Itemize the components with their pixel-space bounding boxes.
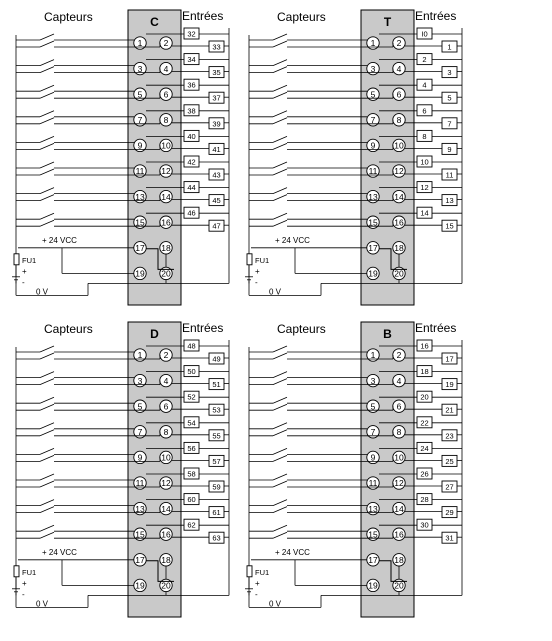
input-label: 45 <box>212 196 221 206</box>
sensor-switch <box>40 532 54 538</box>
sensor-switch <box>40 500 54 506</box>
input-label: 24 <box>420 443 429 453</box>
input-label: 17 <box>445 354 454 364</box>
terminal-label: 5 <box>370 401 376 412</box>
sensors-label: Capteurs <box>277 322 326 336</box>
terminal-label: 18 <box>394 243 404 253</box>
sensor-switch <box>40 430 54 436</box>
sensor-switch <box>273 379 287 385</box>
fuse-symbol <box>247 254 252 265</box>
input-label: 51 <box>212 380 221 390</box>
minus-sign: - <box>255 277 258 287</box>
terminal-label: 9 <box>370 452 376 463</box>
input-label: 10 <box>420 157 429 167</box>
sensor-switch <box>273 481 287 487</box>
terminal-label: 15 <box>135 217 145 228</box>
input-label: 9 <box>447 144 452 154</box>
sensor-switch <box>40 423 54 429</box>
terminal-label: 12 <box>161 478 171 489</box>
supply-label: + 24 VCC <box>42 547 77 557</box>
terminal-label: 5 <box>370 89 376 100</box>
terminal-label: 17 <box>368 555 378 565</box>
input-label: 50 <box>187 367 196 377</box>
sensor-switch <box>273 188 287 194</box>
sensor-switch <box>273 85 287 91</box>
input-label: 5 <box>447 93 452 103</box>
terminal-label: 2 <box>163 350 169 361</box>
input-label: 42 <box>187 157 196 167</box>
plus-sign: + <box>255 578 260 588</box>
input-label: 52 <box>187 392 196 402</box>
input-label: 26 <box>420 469 429 479</box>
terminal-label: 17 <box>135 555 145 565</box>
sensor-switch <box>40 455 54 461</box>
input-label: 57 <box>212 456 221 466</box>
input-label: 49 <box>212 354 221 364</box>
input-label: 23 <box>445 431 454 441</box>
terminal-label: 5 <box>137 89 143 100</box>
sensor-switch <box>40 195 54 201</box>
zero-volt-label: 0 V <box>269 287 282 297</box>
input-label: 27 <box>445 482 454 492</box>
input-label: 2 <box>422 55 427 65</box>
input-label: 58 <box>187 469 196 479</box>
sensor-switch <box>40 220 54 226</box>
sensor-switch <box>273 448 287 454</box>
inputs-label: Entrées <box>182 321 224 335</box>
sensor-switch <box>40 169 54 175</box>
supply-label: + 24 VCC <box>275 235 310 245</box>
input-label: 59 <box>212 482 221 492</box>
input-label: 3 <box>447 68 452 78</box>
sensor-switch <box>273 525 287 531</box>
terminal-strip <box>361 322 414 617</box>
sensor-switch <box>40 404 54 410</box>
fuse-label: FU1 <box>255 567 270 577</box>
terminal-label: 10 <box>161 140 171 151</box>
terminal-label: 15 <box>135 529 145 540</box>
sensor-switch <box>273 474 287 480</box>
terminal-label: 6 <box>163 401 169 412</box>
sensor-switch <box>40 379 54 385</box>
terminal-label: 18 <box>394 555 404 565</box>
terminal-label: 16 <box>394 529 404 540</box>
terminal-label: 1 <box>137 350 143 361</box>
sensor-switch <box>273 220 287 226</box>
fuse-label: FU1 <box>22 255 37 265</box>
input-label: 53 <box>212 405 221 415</box>
terminal-label: 10 <box>161 452 171 463</box>
inputs-label: Entrées <box>182 9 224 23</box>
sensor-switch <box>40 136 54 142</box>
input-label: I0 <box>421 29 428 39</box>
sensor-switch <box>40 92 54 98</box>
plus-sign: + <box>22 266 27 276</box>
terminal-label: 15 <box>368 529 378 540</box>
terminal-label: 16 <box>161 529 171 540</box>
sensor-switch <box>273 60 287 66</box>
sensor-switch <box>40 213 54 219</box>
terminal-label: 10 <box>394 452 404 463</box>
input-label: 29 <box>445 508 454 518</box>
fuse-label: FU1 <box>255 255 270 265</box>
sensor-switch <box>40 85 54 91</box>
terminal-label: 1 <box>370 350 376 361</box>
sensor-switch <box>273 169 287 175</box>
terminal-label: 14 <box>394 503 404 514</box>
terminal-label: 2 <box>163 38 169 49</box>
input-label: 21 <box>445 405 454 415</box>
terminal-label: 12 <box>394 166 404 177</box>
input-label: 46 <box>187 208 196 218</box>
sensor-switch <box>40 67 54 73</box>
terminal-label: 12 <box>161 166 171 177</box>
inputs-label: Entrées <box>415 9 457 23</box>
supply-label: + 24 VCC <box>275 547 310 557</box>
sensor-switch <box>40 60 54 66</box>
minus-sign: - <box>22 277 25 287</box>
input-label: 44 <box>187 183 196 193</box>
sensor-switch <box>40 353 54 359</box>
terminal-label: 16 <box>161 217 171 228</box>
input-label: 37 <box>212 93 221 103</box>
terminal-label: 6 <box>163 89 169 100</box>
terminal-label: 8 <box>163 427 169 437</box>
terminal-label: 18 <box>161 555 171 565</box>
terminal-label: 13 <box>135 191 145 202</box>
terminal-label: 13 <box>368 191 378 202</box>
sensor-switch <box>273 111 287 117</box>
input-label: 60 <box>187 495 196 505</box>
input-label: 25 <box>445 456 454 466</box>
minus-sign: - <box>255 589 258 599</box>
terminal-label: 7 <box>137 115 143 125</box>
input-label: 34 <box>187 55 196 65</box>
input-label: 38 <box>187 106 196 116</box>
sensor-switch <box>40 481 54 487</box>
terminal-label: 15 <box>368 217 378 228</box>
terminal-strip <box>128 10 181 305</box>
input-label: 36 <box>187 80 196 90</box>
terminal-label: 2 <box>396 350 402 361</box>
terminal-panel-b <box>245 321 462 617</box>
terminal-label: 11 <box>368 166 378 177</box>
supply-label: + 24 VCC <box>42 235 77 245</box>
sensor-switch <box>273 213 287 219</box>
terminal-label: 5 <box>137 401 143 412</box>
sensor-switch <box>40 34 54 40</box>
input-label: 14 <box>420 208 429 218</box>
terminal-label: 10 <box>394 140 404 151</box>
terminal-label: 11 <box>135 478 145 489</box>
sensor-switch <box>40 188 54 194</box>
input-label: 31 <box>445 533 454 543</box>
input-label: 30 <box>420 520 429 530</box>
terminal-label: 3 <box>137 63 143 74</box>
terminal-label: 9 <box>370 140 376 151</box>
input-label: 16 <box>420 341 429 351</box>
input-label: 1 <box>447 42 452 52</box>
terminal-label: 19 <box>368 268 378 279</box>
input-label: 15 <box>445 221 454 231</box>
terminal-label: 7 <box>370 115 376 125</box>
sensor-switch <box>273 34 287 40</box>
sensor-switch <box>273 143 287 149</box>
sensor-switch <box>273 404 287 410</box>
sensors-label: Capteurs <box>277 10 326 24</box>
input-label: 40 <box>187 131 196 141</box>
terminal-label: 16 <box>394 217 404 228</box>
terminal-label: 20 <box>394 580 404 591</box>
sensor-switch <box>273 346 287 352</box>
terminal-label: 7 <box>137 427 143 437</box>
sensor-switch <box>40 507 54 513</box>
module-letter: T <box>383 15 392 29</box>
sensor-switch <box>273 507 287 513</box>
input-label: 8 <box>422 131 427 141</box>
terminal-label: 1 <box>137 38 143 49</box>
input-label: 22 <box>420 418 429 428</box>
terminal-label: 2 <box>396 38 402 49</box>
sensor-switch <box>273 92 287 98</box>
zero-volt-label: 0 V <box>269 599 282 609</box>
terminal-label: 3 <box>370 375 376 386</box>
input-label: 7 <box>447 119 452 129</box>
sensor-switch <box>273 423 287 429</box>
sensor-switch <box>40 118 54 124</box>
input-label: 39 <box>212 119 221 129</box>
input-label: 11 <box>445 170 454 180</box>
input-label: 55 <box>212 431 221 441</box>
sensor-switch <box>273 162 287 168</box>
terminal-label: 19 <box>135 268 145 279</box>
terminal-label: 3 <box>370 63 376 74</box>
minus-sign: - <box>22 589 25 599</box>
input-label: 4 <box>422 80 427 90</box>
input-label: 28 <box>420 495 429 505</box>
module-letter: B <box>383 327 392 341</box>
terminal-label: 3 <box>137 375 143 386</box>
terminal-label: 9 <box>137 452 143 463</box>
sensor-switch <box>273 372 287 378</box>
terminal-label: 11 <box>368 478 378 489</box>
terminal-label: 20 <box>161 268 171 279</box>
sensor-switch <box>40 372 54 378</box>
sensor-switch <box>273 532 287 538</box>
terminal-label: 1 <box>370 38 376 49</box>
zero-volt-label: 0 V <box>36 287 49 297</box>
plus-sign: + <box>22 578 27 588</box>
input-label: 6 <box>422 106 427 116</box>
terminal-label: 8 <box>163 115 169 125</box>
sensor-switch <box>273 430 287 436</box>
terminal-label: 17 <box>368 243 378 253</box>
fuse-symbol <box>14 566 19 577</box>
terminal-label: 17 <box>135 243 145 253</box>
terminal-label: 4 <box>396 63 402 74</box>
terminal-label: 13 <box>368 503 378 514</box>
terminal-label: 6 <box>396 401 402 412</box>
sensor-switch <box>40 525 54 531</box>
sensor-switch <box>40 162 54 168</box>
input-label: 62 <box>187 520 196 530</box>
module-letter: C <box>150 15 159 29</box>
input-label: 61 <box>212 508 221 518</box>
fuse-symbol <box>247 566 252 577</box>
input-label: 20 <box>420 392 429 402</box>
terminal-label: 14 <box>161 191 171 202</box>
sensor-switch <box>273 41 287 47</box>
terminal-panel-t <box>245 9 462 305</box>
sensor-switch <box>273 118 287 124</box>
terminal-label: 14 <box>161 503 171 514</box>
sensor-switch <box>273 195 287 201</box>
sensor-switch <box>273 353 287 359</box>
plus-sign: + <box>255 266 260 276</box>
sensor-switch <box>273 397 287 403</box>
terminal-label: 19 <box>368 580 378 591</box>
input-label: 43 <box>212 170 221 180</box>
terminal-label: 13 <box>135 503 145 514</box>
sensor-switch <box>273 455 287 461</box>
terminal-label: 9 <box>137 140 143 151</box>
terminal-label: 19 <box>135 580 145 591</box>
input-label: 32 <box>187 29 196 39</box>
terminal-label: 4 <box>163 63 169 74</box>
terminal-strip <box>128 322 181 617</box>
terminal-panel-c <box>12 9 229 305</box>
input-label: 48 <box>187 341 196 351</box>
fuse-symbol <box>14 254 19 265</box>
input-label: 63 <box>212 533 221 543</box>
terminal-label: 8 <box>396 115 402 125</box>
input-label: 35 <box>212 68 221 78</box>
sensors-label: Capteurs <box>44 10 93 24</box>
terminal-label: 11 <box>135 166 145 177</box>
inputs-label: Entrées <box>415 321 457 335</box>
input-label: 18 <box>420 367 429 377</box>
terminal-strip <box>361 10 414 305</box>
terminal-label: 4 <box>396 375 402 386</box>
sensor-switch <box>273 136 287 142</box>
terminal-label: 6 <box>396 89 402 100</box>
zero-volt-label: 0 V <box>36 599 49 609</box>
input-label: 13 <box>445 196 454 206</box>
module-letter: D <box>150 327 159 341</box>
sensor-switch <box>40 397 54 403</box>
sensor-switch <box>40 111 54 117</box>
sensor-switch <box>273 500 287 506</box>
sensor-switch <box>40 143 54 149</box>
terminal-label: 4 <box>163 375 169 386</box>
input-label: 47 <box>212 221 221 231</box>
input-label: 19 <box>445 380 454 390</box>
input-label: 12 <box>420 183 429 193</box>
sensor-switch <box>40 474 54 480</box>
terminal-label: 12 <box>394 478 404 489</box>
sensor-switch <box>40 346 54 352</box>
terminal-label: 14 <box>394 191 404 202</box>
terminal-label: 20 <box>394 268 404 279</box>
terminal-label: 7 <box>370 427 376 437</box>
terminal-label: 20 <box>161 580 171 591</box>
sensor-switch <box>40 41 54 47</box>
fuse-label: FU1 <box>22 567 37 577</box>
terminal-panel-d <box>12 321 229 617</box>
terminal-label: 8 <box>396 427 402 437</box>
sensor-switch <box>273 67 287 73</box>
input-label: 33 <box>212 42 221 52</box>
terminal-label: 18 <box>161 243 171 253</box>
input-label: 56 <box>187 443 196 453</box>
sensor-switch <box>40 448 54 454</box>
input-label: 41 <box>212 144 221 154</box>
sensors-label: Capteurs <box>44 322 93 336</box>
input-label: 54 <box>187 418 196 428</box>
